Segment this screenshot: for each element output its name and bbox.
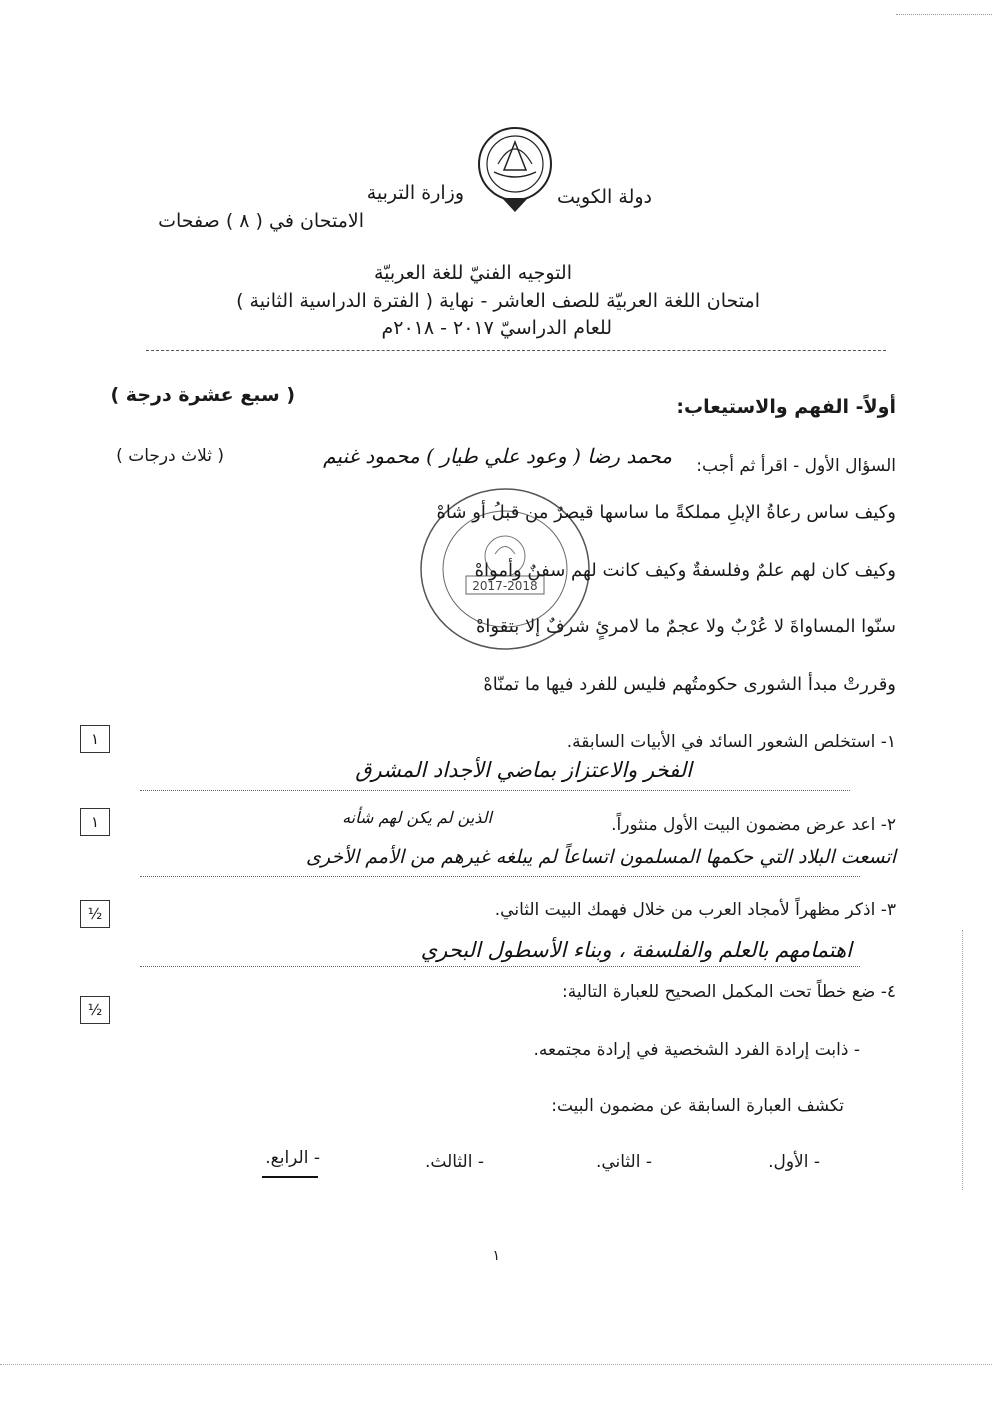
handwritten-poet-name: محمد رضا ( وعود علي طيار ) محمود غنيم: [323, 444, 672, 468]
item-4-question: ٤- ضع خطاً تحت المكمل الصحيح للعبارة التالية:: [562, 982, 896, 1002]
option-first[interactable]: - الأول.: [768, 1152, 820, 1172]
verse-1: وكيف ساس رعاةُ الإبلِ مملكةً ما ساسها قيصرٌ من قبلُ أو شاهْ: [436, 502, 896, 523]
item-2-handwritten-extra: الذين لم يكن لهم شأنه: [342, 808, 492, 827]
item-3-answer-line: [140, 966, 860, 967]
option-fourth-underline: [262, 1176, 318, 1178]
stamp-year: 2017-2018: [472, 579, 538, 593]
question-label: السؤال الأول - اقرأ ثم أجب:: [696, 456, 896, 476]
option-third[interactable]: - الثالث.: [424, 1152, 484, 1172]
item-1-question: ١- استخلص الشعور السائد في الأبيات السابقة.: [566, 732, 896, 752]
verse-2: وكيف كان لهم علمٌ وفلسفةٌ وكيف كانت لهم سفنٌ وأمواهْ: [474, 560, 896, 581]
section-title: أولاً- الفهم والاستيعاب:: [676, 396, 896, 418]
page-number: ١: [492, 1248, 500, 1264]
item-1-answer-line: [140, 790, 850, 791]
exam-title: امتحان اللغة العربيّة للصف العاشر - نهاية ( الفترة الدراسية الثانية ): [236, 290, 760, 312]
item-2-handwritten-answer: اتسعت البلاد التي حكمها المسلمون اتساعاً لم يبلغه غيرهم من الأمم الأخرى: [306, 846, 896, 868]
scan-edge-right: [962, 930, 963, 1190]
school-year: للعام الدراسيّ ٢٠١٧ - ٢٠١٨م: [381, 317, 612, 339]
exam-pages: الامتحان في ( ٨ ) صفحات: [158, 210, 364, 232]
item-4-statement: - ذابت إرادة الفرد الشخصية في إرادة مجتمعه.: [533, 1040, 860, 1060]
scan-edge-top-right: [896, 14, 992, 15]
item-3-question: ٣- اذكر مظهراً لأمجاد العرب من خلال فهمك البيت الثاني.: [494, 900, 896, 920]
country-name: دولة الكويت: [557, 186, 652, 208]
scan-edge-bottom: [0, 1364, 992, 1365]
item-3-handwritten-answer: اهتمامهم بالعلم والفلسفة ، وبناء الأسطول البحري: [420, 938, 852, 962]
item-4-mark-box: ½: [80, 996, 110, 1024]
item-4-prompt: تكشف العبارة السابقة عن مضمون البيت:: [551, 1096, 844, 1116]
item-2-mark-box: ١: [80, 808, 110, 836]
item-2-question: ٢- اعد عرض مضمون البيت الأول منثوراً.: [611, 815, 896, 835]
item-1-mark-box: ١: [80, 725, 110, 753]
item-3-mark-box: ½: [80, 900, 110, 928]
item-2-answer-line: [140, 876, 860, 877]
option-fourth[interactable]: - الرابع.: [265, 1148, 320, 1168]
verse-4: وقررتْ مبدأ الشورى حكومتُهم فليس للفرد فيها ما تمنّاهْ: [483, 674, 896, 695]
section-grade: ( سبع عشرة درجة ): [110, 384, 295, 406]
verse-3: سنّوا المساواةَ لا عُرْبٌ ولا عجمٌ ما لامرئٍ شرفٌ إلا بتقواهْ: [475, 616, 896, 637]
item-1-handwritten-answer: الفخر والاعتزاز بماضي الأجداد المشرق: [355, 758, 692, 782]
department-name: التوجيه الفنيّ للغة العربيّة: [373, 262, 572, 284]
option-second[interactable]: - الثاني.: [595, 1152, 652, 1172]
kuwait-emblem-logo: [474, 124, 556, 216]
ministry-name: وزارة التربية: [366, 182, 464, 204]
question-grade: ( ثلاث درجات ): [116, 446, 224, 466]
header-divider: [146, 350, 886, 351]
